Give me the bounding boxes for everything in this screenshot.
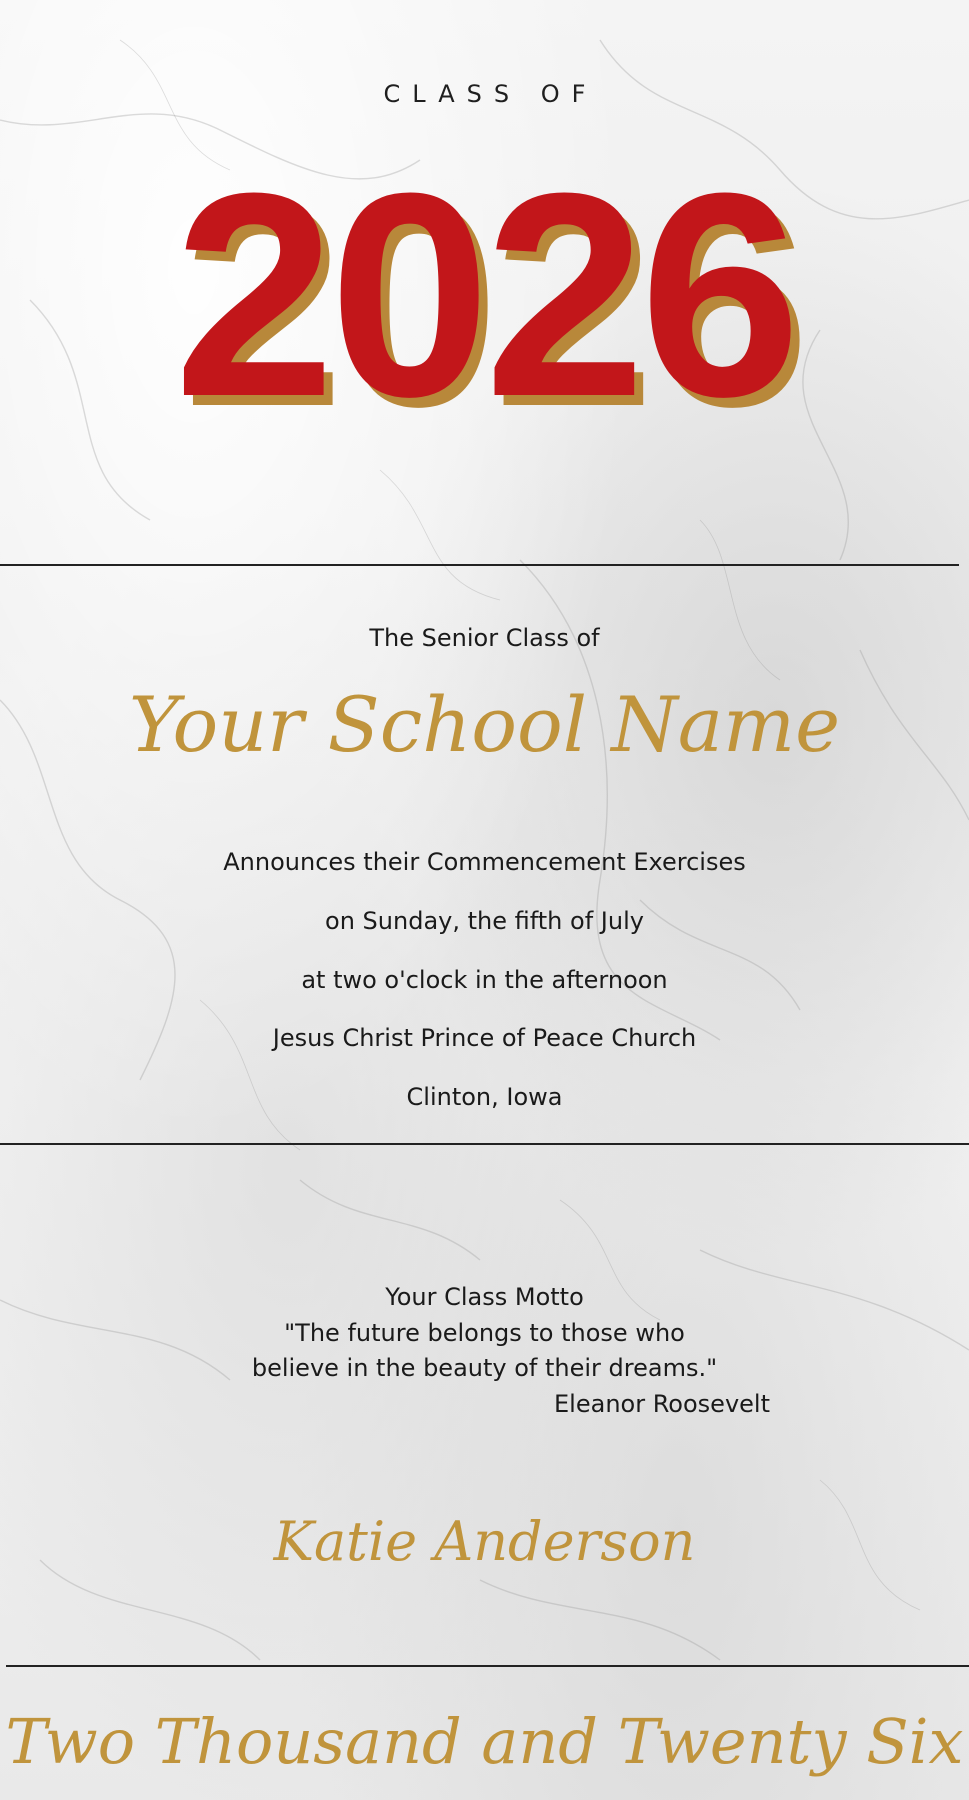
announcement-line: at two o'clock in the afternoon: [301, 966, 668, 994]
divider-top: [0, 564, 959, 566]
divider-middle: [0, 1143, 969, 1145]
graduation-year: 2026: [173, 133, 796, 457]
senior-class-intro: The Senior Class of: [369, 624, 600, 652]
motto-quote-line-2: believe in the beauty of their dreams.": [251, 1354, 718, 1382]
announcement-line: on Sunday, the fifth of July: [325, 907, 644, 935]
year-in-words: Two Thousand and Twenty Six: [5, 1705, 964, 1778]
motto-author: Eleanor Roosevelt: [554, 1390, 770, 1418]
motto-quote-line-1: "The future belongs to those who: [284, 1319, 685, 1347]
announcement-line: Announces their Commencement Exercises: [223, 848, 746, 876]
motto-heading: Your Class Motto: [385, 1283, 584, 1311]
school-name: Your School Name: [128, 680, 841, 769]
announcement-location: Clinton, Iowa: [406, 1083, 563, 1111]
class-of-label: CLASS OF: [383, 80, 598, 108]
announcement-line: Jesus Christ Prince of Peace Church: [272, 1024, 697, 1052]
graduate-name: Katie Anderson: [273, 1510, 696, 1573]
divider-bottom: [6, 1665, 969, 1667]
